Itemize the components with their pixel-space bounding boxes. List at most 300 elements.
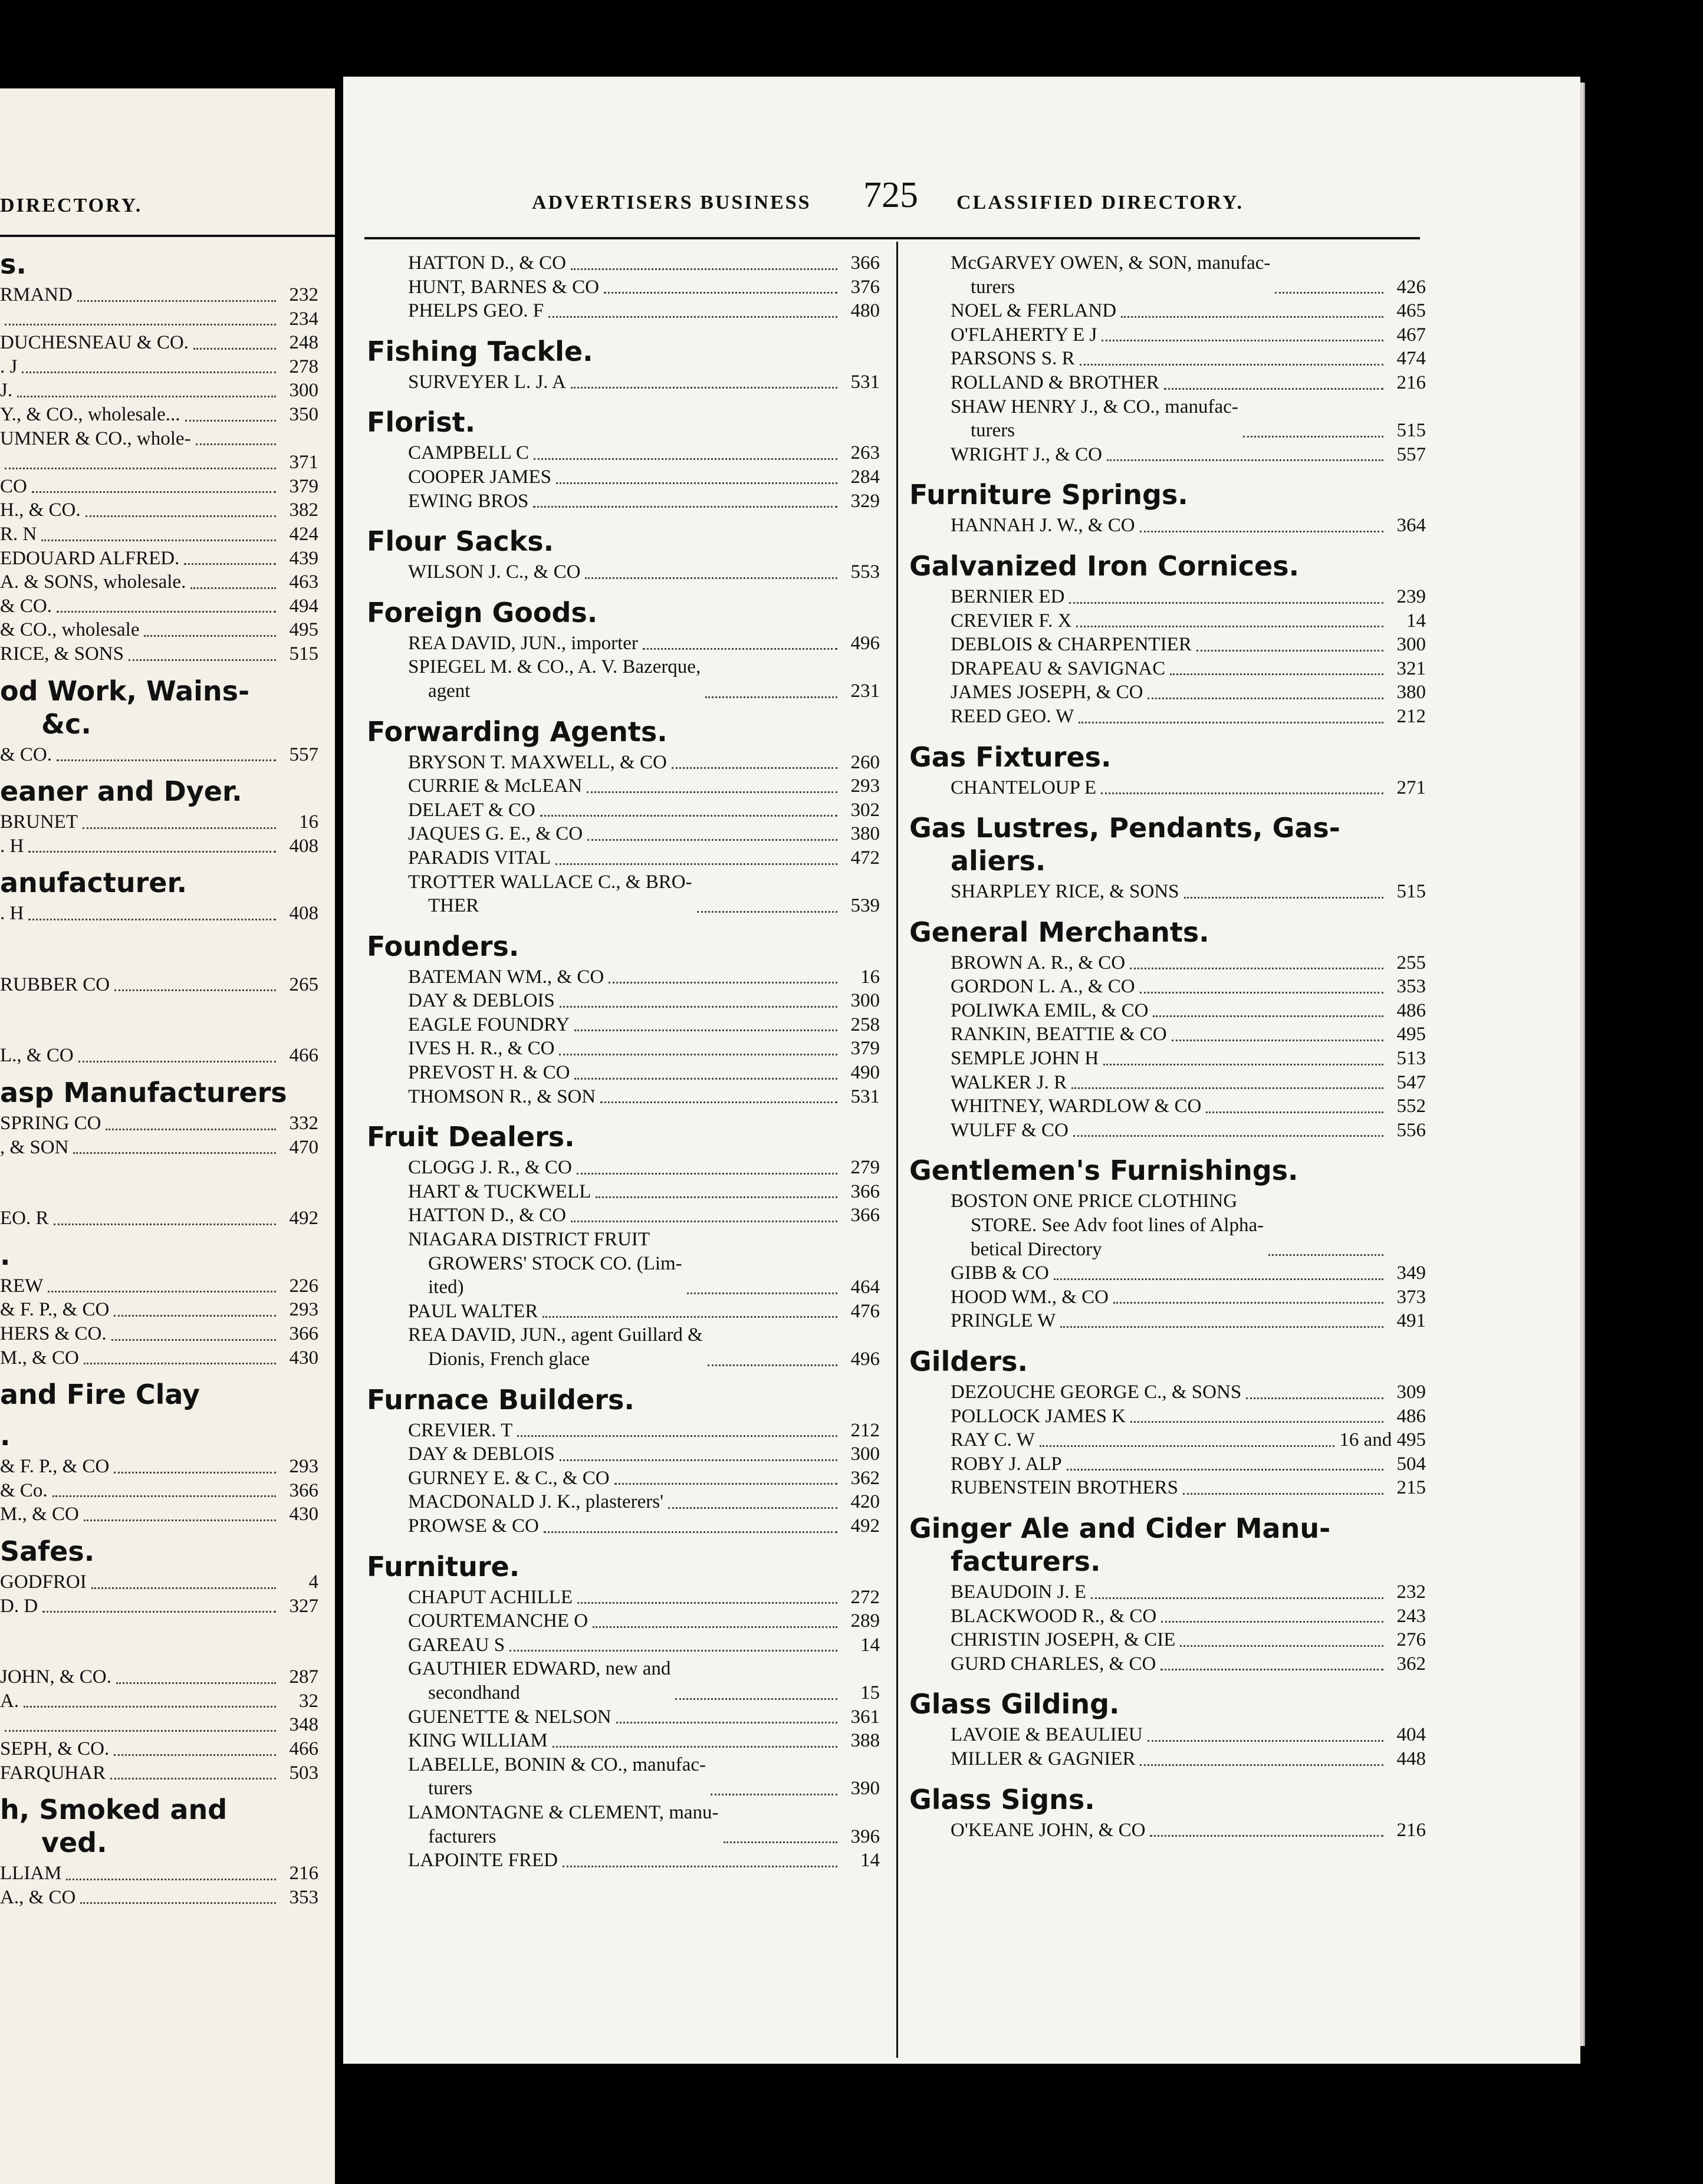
entry-page: 472	[850, 847, 880, 869]
entry-name	[408, 965, 604, 989]
directory-entry	[0, 379, 318, 403]
entry-name-line: JAMES JOSEPH, & CO	[951, 682, 1143, 703]
leader-dots	[1160, 1669, 1383, 1670]
entry-page: 486	[1396, 999, 1426, 1021]
entry-name-line: HART & TUCKWELL	[408, 1180, 591, 1202]
section-heading	[0, 1535, 318, 1568]
entry-name	[951, 251, 1270, 299]
entry-page: 408	[289, 835, 318, 857]
entry-name-line: betical Directory	[971, 1238, 1102, 1260]
entry-name-line: CAMPBELL C	[408, 442, 530, 464]
heading-text: Glass Gilding.	[909, 1688, 1120, 1721]
leader-dots	[1054, 1278, 1383, 1280]
entry-page: 371	[289, 452, 318, 473]
leader-dots	[1073, 1135, 1383, 1137]
leader-dots	[129, 659, 276, 661]
entry-name-line: Y., & CO., wholesale...	[0, 403, 180, 425]
section-heading	[909, 1154, 1426, 1187]
entry-name	[951, 776, 1096, 800]
entry-page: 243	[1396, 1605, 1426, 1627]
entry-name	[951, 1652, 1156, 1676]
entry-name-line: M., & CO	[0, 1347, 79, 1369]
heading-continuation: ved.	[41, 1827, 107, 1859]
entry-name	[951, 975, 1135, 999]
leader-dots	[1107, 459, 1383, 461]
entry-name-line: RICE, & SONS	[0, 643, 124, 665]
section-heading	[0, 675, 318, 741]
entry-name	[408, 1586, 573, 1610]
entry-name	[0, 810, 78, 834]
leader-dots	[1121, 316, 1383, 318]
directory-entry	[909, 585, 1426, 609]
entry-name	[0, 1044, 74, 1068]
entry-page: 424	[289, 523, 318, 545]
directory-entry	[0, 403, 318, 427]
leader-dots	[555, 863, 837, 865]
directory-entry	[0, 1886, 318, 1910]
leader-dots	[1148, 698, 1383, 699]
leader-dots	[668, 1507, 837, 1509]
directory-entry	[367, 822, 880, 846]
directory-entry	[0, 743, 318, 767]
entry-name-line: PROWSE & CO	[408, 1515, 539, 1537]
directory-entry	[909, 251, 1426, 299]
entry-name	[0, 1298, 109, 1322]
entry-name	[0, 1322, 107, 1346]
entry-name-line: KING WILLIAM	[408, 1730, 548, 1752]
entry-name-line: A., & CO	[0, 1886, 76, 1908]
directory-entry	[367, 1323, 880, 1371]
leader-dots	[574, 1078, 837, 1080]
directory-entry	[367, 465, 880, 489]
section-heading	[367, 930, 880, 963]
entry-name-line: CREVIER F. X	[951, 610, 1072, 631]
entry-name	[951, 1047, 1099, 1071]
entry-name	[408, 1753, 706, 1801]
leader-dots	[83, 827, 276, 829]
leader-dots	[190, 587, 276, 589]
entry-page: 380	[850, 823, 880, 845]
section-heading	[367, 596, 880, 629]
entry-name	[408, 1466, 610, 1491]
directory-entry	[0, 427, 318, 451]
directory-entry	[367, 1490, 880, 1514]
entry-name-line: SPRING CO	[0, 1113, 101, 1134]
entry-name-line: LLIAM	[0, 1863, 62, 1884]
entry-name	[0, 1111, 101, 1136]
leader-dots	[1164, 388, 1383, 390]
directory-entry	[909, 1628, 1426, 1652]
leader-dots	[1180, 1645, 1383, 1647]
entry-name	[951, 585, 1064, 609]
directory-entry	[367, 1203, 880, 1228]
entry-name	[951, 609, 1071, 633]
entry-page: 272	[850, 1586, 880, 1608]
column-divider	[896, 242, 898, 2058]
directory-entry	[367, 1085, 880, 1109]
leader-dots	[556, 482, 837, 484]
leader-dots	[184, 563, 276, 565]
directory-entry	[367, 774, 880, 798]
leader-dots	[91, 1587, 276, 1589]
entry-name	[951, 1405, 1126, 1429]
entry-name-line: CHAPUT ACHILLE	[408, 1586, 573, 1608]
section-heading	[367, 335, 880, 368]
entry-page: 216	[1396, 371, 1426, 393]
leader-dots	[185, 420, 276, 422]
entry-name	[408, 798, 535, 823]
entry-name-line: SEPH, & CO.	[0, 1738, 110, 1759]
directory-entry	[367, 846, 880, 870]
entry-page: 470	[289, 1136, 318, 1158]
entry-page: 531	[850, 1086, 880, 1107]
entry-name	[408, 870, 692, 918]
entry-page: 287	[289, 1666, 318, 1688]
entry-name	[0, 1570, 87, 1594]
directory-entry	[367, 1442, 880, 1466]
entry-page: 248	[289, 332, 318, 354]
directory-entry	[367, 1514, 880, 1538]
entry-name	[408, 774, 582, 798]
entry-page: 547	[1396, 1071, 1426, 1093]
directory-entry	[909, 657, 1426, 681]
entry-page: 503	[289, 1762, 318, 1784]
entry-name	[408, 751, 667, 775]
entry-name-line: POLLOCK JAMES K	[951, 1405, 1126, 1427]
directory-entry	[0, 1689, 318, 1713]
entry-name-line: CO	[0, 475, 27, 497]
leader-dots	[114, 1315, 276, 1317]
heading-text: Furniture Springs.	[909, 479, 1188, 511]
entry-page: 496	[850, 1348, 880, 1370]
leader-dots	[5, 1730, 276, 1732]
entry-name-line: GROWERS' STOCK CO. (Lim-	[428, 1252, 682, 1274]
entry-page: 362	[1396, 1653, 1426, 1675]
directory-entry	[909, 371, 1426, 395]
directory-entry	[909, 1818, 1426, 1843]
entry-name	[951, 1428, 1035, 1452]
directory-entry	[367, 631, 880, 656]
entry-page: 353	[289, 1886, 318, 1908]
entry-page: 557	[289, 744, 318, 765]
leader-dots	[1161, 1621, 1383, 1623]
entry-name-line: BEAUDOIN J. E	[951, 1581, 1087, 1603]
entry-name-line: SEMPLE JOHN H	[951, 1048, 1099, 1070]
entry-page: 300	[850, 1443, 880, 1465]
entry-name-line: FARQUHAR	[0, 1762, 106, 1784]
entry-name	[0, 642, 124, 666]
leader-dots	[5, 468, 276, 469]
entry-name	[0, 1594, 38, 1619]
entry-name-line: GIBB & CO	[951, 1262, 1049, 1284]
section-heading	[909, 478, 1426, 511]
entry-name	[951, 347, 1075, 371]
section-heading	[367, 525, 880, 558]
leader-dots	[144, 635, 276, 637]
leader-dots	[80, 1902, 276, 1904]
leader-dots	[24, 1706, 276, 1708]
directory-entry	[0, 1479, 318, 1503]
entry-name-line: CREVIER. T	[408, 1419, 513, 1441]
entry-name-line: BRUNET	[0, 811, 78, 833]
entry-name-line: . J	[0, 356, 18, 377]
entry-page: 329	[850, 490, 880, 512]
entry-name-line: CURRIE & McLEAN	[408, 775, 583, 797]
heading-text: Furnace Builders.	[367, 1383, 634, 1416]
directory-entry	[909, 1452, 1426, 1476]
leader-dots	[28, 919, 276, 920]
entry-page: 16	[860, 966, 880, 988]
entry-name-line: MILLER & GAGNIER	[951, 1748, 1136, 1769]
heading-text: Fishing Tackle.	[367, 335, 593, 367]
column-left	[367, 251, 880, 1873]
leader-dots	[1101, 792, 1383, 794]
entry-name	[408, 1633, 505, 1657]
entry-name-line: TROTTER WALLACE C., & BRO-	[408, 871, 692, 893]
leader-dots	[600, 1101, 837, 1103]
directory-entry	[0, 1455, 318, 1479]
entry-name-line: facturers	[428, 1826, 497, 1847]
section-heading	[367, 715, 880, 748]
directory-entry	[0, 1206, 318, 1231]
entry-name-line: HOOD WM., & CO	[951, 1286, 1109, 1308]
leader-dots	[1140, 1764, 1383, 1766]
directory-entry	[0, 283, 318, 307]
leader-dots	[1040, 1445, 1335, 1447]
leader-dots	[643, 648, 837, 650]
entry-name	[951, 514, 1135, 538]
entry-page: 382	[289, 499, 318, 521]
entry-name-line: RMAND	[0, 284, 73, 305]
entry-name	[951, 371, 1159, 395]
entry-name-line: NIAGARA DISTRICT FRUIT	[408, 1229, 650, 1251]
leader-dots	[1172, 1040, 1383, 1041]
entry-page: 486	[1396, 1405, 1426, 1427]
entry-page: 16 and 495	[1339, 1429, 1426, 1451]
spacer	[0, 996, 318, 1044]
leader-dots	[111, 1339, 276, 1341]
entry-page: 260	[850, 751, 880, 773]
directory-entry	[0, 355, 318, 379]
entry-name	[0, 475, 27, 499]
leader-dots	[84, 1519, 276, 1521]
entry-page: 4	[308, 1571, 318, 1593]
section-heading	[909, 1345, 1426, 1378]
leader-dots	[571, 1221, 837, 1222]
entry-page: 515	[1396, 420, 1426, 442]
leader-dots	[1140, 992, 1383, 994]
entry-name	[951, 1452, 1062, 1476]
directory-entry	[0, 1502, 318, 1527]
entry-name	[0, 1479, 48, 1503]
heading-text: Forwarding Agents.	[367, 715, 668, 748]
directory-entry	[0, 331, 318, 355]
directory-entry	[909, 776, 1426, 800]
entry-name-line: H., & CO.	[0, 499, 81, 521]
leader-dots	[1080, 364, 1383, 366]
section-heading	[909, 741, 1426, 774]
entry-name-line: GODFROI	[0, 1571, 87, 1593]
directory-entry	[909, 1604, 1426, 1629]
entry-name	[0, 1206, 49, 1231]
directory-entry	[0, 522, 318, 547]
entry-name-line: WALKER J. R	[951, 1071, 1067, 1093]
entry-name-line: REA DAVID, JUN., importer	[408, 632, 638, 654]
leader-dots	[560, 1459, 837, 1461]
entry-name	[408, 465, 551, 489]
section-heading	[0, 866, 318, 899]
entry-page: 276	[1396, 1629, 1426, 1651]
entry-name-line: STORE. See Adv foot lines of Alpha-	[971, 1215, 1264, 1236]
directory-entry	[367, 1466, 880, 1491]
heading-text: Fruit Dealers.	[367, 1121, 575, 1153]
heading-text: and Fire Clay	[0, 1379, 200, 1411]
directory-entry	[367, 1180, 880, 1204]
directory-entry	[0, 618, 318, 642]
leader-dots	[73, 1152, 276, 1154]
entry-page: 263	[850, 442, 880, 464]
entry-page: 476	[850, 1300, 880, 1322]
entry-name-line: A.	[0, 1690, 19, 1712]
entry-name	[951, 1189, 1264, 1261]
entry-name	[0, 973, 110, 997]
section-heading	[367, 406, 880, 439]
entry-name	[408, 1203, 566, 1228]
entry-name	[951, 1022, 1167, 1047]
heading-text: anufacturer.	[0, 867, 188, 899]
entry-page: 531	[850, 371, 880, 393]
leader-dots	[114, 989, 276, 991]
entry-name	[951, 299, 1116, 323]
leader-dots	[1079, 722, 1383, 723]
entry-name-line: D. D	[0, 1595, 38, 1617]
entry-page: 396	[850, 1826, 880, 1847]
entry-name-line: EO. R	[0, 1208, 49, 1229]
entry-name-line: MACDONALD J. K., plasterers'	[408, 1491, 664, 1513]
leader-dots	[5, 324, 276, 325]
entry-name	[408, 631, 638, 656]
entry-name	[408, 275, 599, 300]
directory-entry	[0, 834, 318, 859]
section-heading	[909, 1783, 1426, 1816]
entry-page: 234	[289, 308, 318, 330]
entry-name	[408, 1323, 703, 1371]
directory-entry	[909, 514, 1426, 538]
entry-page: 515	[289, 643, 318, 665]
entry-name-line: WHITNEY, WARDLOW & CO	[951, 1096, 1202, 1117]
entry-page: 474	[1396, 348, 1426, 370]
entry-page: 349	[1396, 1262, 1426, 1284]
entry-name	[951, 657, 1165, 681]
entry-name	[0, 1665, 111, 1689]
section-heading	[909, 1688, 1426, 1721]
entry-page: 300	[850, 990, 880, 1012]
entry-page: 289	[850, 1610, 880, 1632]
directory-entry	[0, 1570, 318, 1594]
entry-name-line: O'FLAHERTY E J	[951, 324, 1097, 346]
entry-name-line: WULFF & CO	[951, 1119, 1069, 1141]
leader-dots	[1130, 1421, 1383, 1423]
entry-page: 379	[289, 475, 318, 497]
entry-page: 321	[1396, 657, 1426, 679]
entry-name-line: ited)	[428, 1277, 464, 1298]
entry-name-line: RAY C. W	[951, 1429, 1035, 1451]
leader-dots	[114, 1754, 276, 1756]
entry-name-line: THER	[428, 895, 479, 917]
directory-entry	[367, 299, 880, 323]
directory-entry	[0, 810, 318, 834]
section-heading	[909, 916, 1426, 949]
entry-name	[408, 1657, 670, 1705]
directory-entry	[367, 1705, 880, 1729]
entry-page: 362	[850, 1467, 880, 1489]
entry-name	[0, 403, 180, 427]
entry-name	[951, 680, 1143, 705]
directory-entry	[909, 1476, 1426, 1500]
entry-page: 465	[1396, 300, 1426, 322]
entry-name-line: UMNER & CO., whole-	[0, 427, 191, 449]
entry-page: 258	[850, 1014, 880, 1035]
entry-name	[951, 1747, 1135, 1771]
entry-page: 265	[289, 973, 318, 995]
directory-entry	[367, 489, 880, 514]
directory-entry	[0, 1665, 318, 1689]
entry-page: 14	[1406, 610, 1426, 631]
entry-name-line: GURD CHARLES, & CO	[951, 1653, 1156, 1675]
directory-entry	[0, 642, 318, 666]
entry-page: 430	[289, 1504, 318, 1525]
entry-name	[408, 1228, 682, 1300]
entry-name-line: BROWN A. R., & CO	[951, 952, 1126, 973]
entry-name	[951, 1071, 1067, 1095]
entry-name	[0, 522, 37, 547]
entry-page: 353	[1396, 976, 1426, 998]
leader-dots	[54, 1223, 277, 1225]
entry-name-line: , & SON	[0, 1136, 69, 1158]
leader-dots	[533, 506, 837, 508]
entry-name	[0, 570, 186, 594]
heading-text: Florist.	[367, 406, 476, 439]
entry-page: 366	[850, 1205, 880, 1226]
entry-name	[0, 427, 191, 451]
leader-dots	[705, 696, 837, 698]
entry-page: 293	[289, 1299, 318, 1321]
directory-entry	[367, 1156, 880, 1180]
heading-text: .	[0, 1420, 11, 1452]
entry-page: 215	[1396, 1477, 1426, 1499]
leader-dots	[17, 396, 276, 397]
directory-entry	[909, 1022, 1426, 1047]
entry-name	[408, 489, 528, 514]
directory-entry	[367, 1037, 880, 1061]
entry-name-line: REA DAVID, JUN., agent Guillard &	[408, 1324, 703, 1346]
entry-name-line: LABELLE, BONIN & CO., manufac-	[408, 1754, 706, 1775]
heading-text: Gas Fixtures.	[909, 741, 1112, 773]
directory-entry	[0, 594, 318, 619]
entry-page: 232	[1396, 1581, 1426, 1603]
directory-entry	[0, 475, 318, 499]
leader-dots	[1102, 340, 1383, 341]
entry-name-line: & CO.	[0, 595, 52, 617]
leader-dots	[1183, 1493, 1383, 1495]
entry-page: 553	[850, 561, 880, 583]
entry-page: 212	[850, 1419, 880, 1441]
entry-name	[0, 1737, 109, 1761]
entry-name	[408, 370, 566, 394]
entry-name	[0, 547, 179, 571]
entry-name	[408, 1848, 558, 1873]
leader-dots	[687, 1292, 837, 1294]
